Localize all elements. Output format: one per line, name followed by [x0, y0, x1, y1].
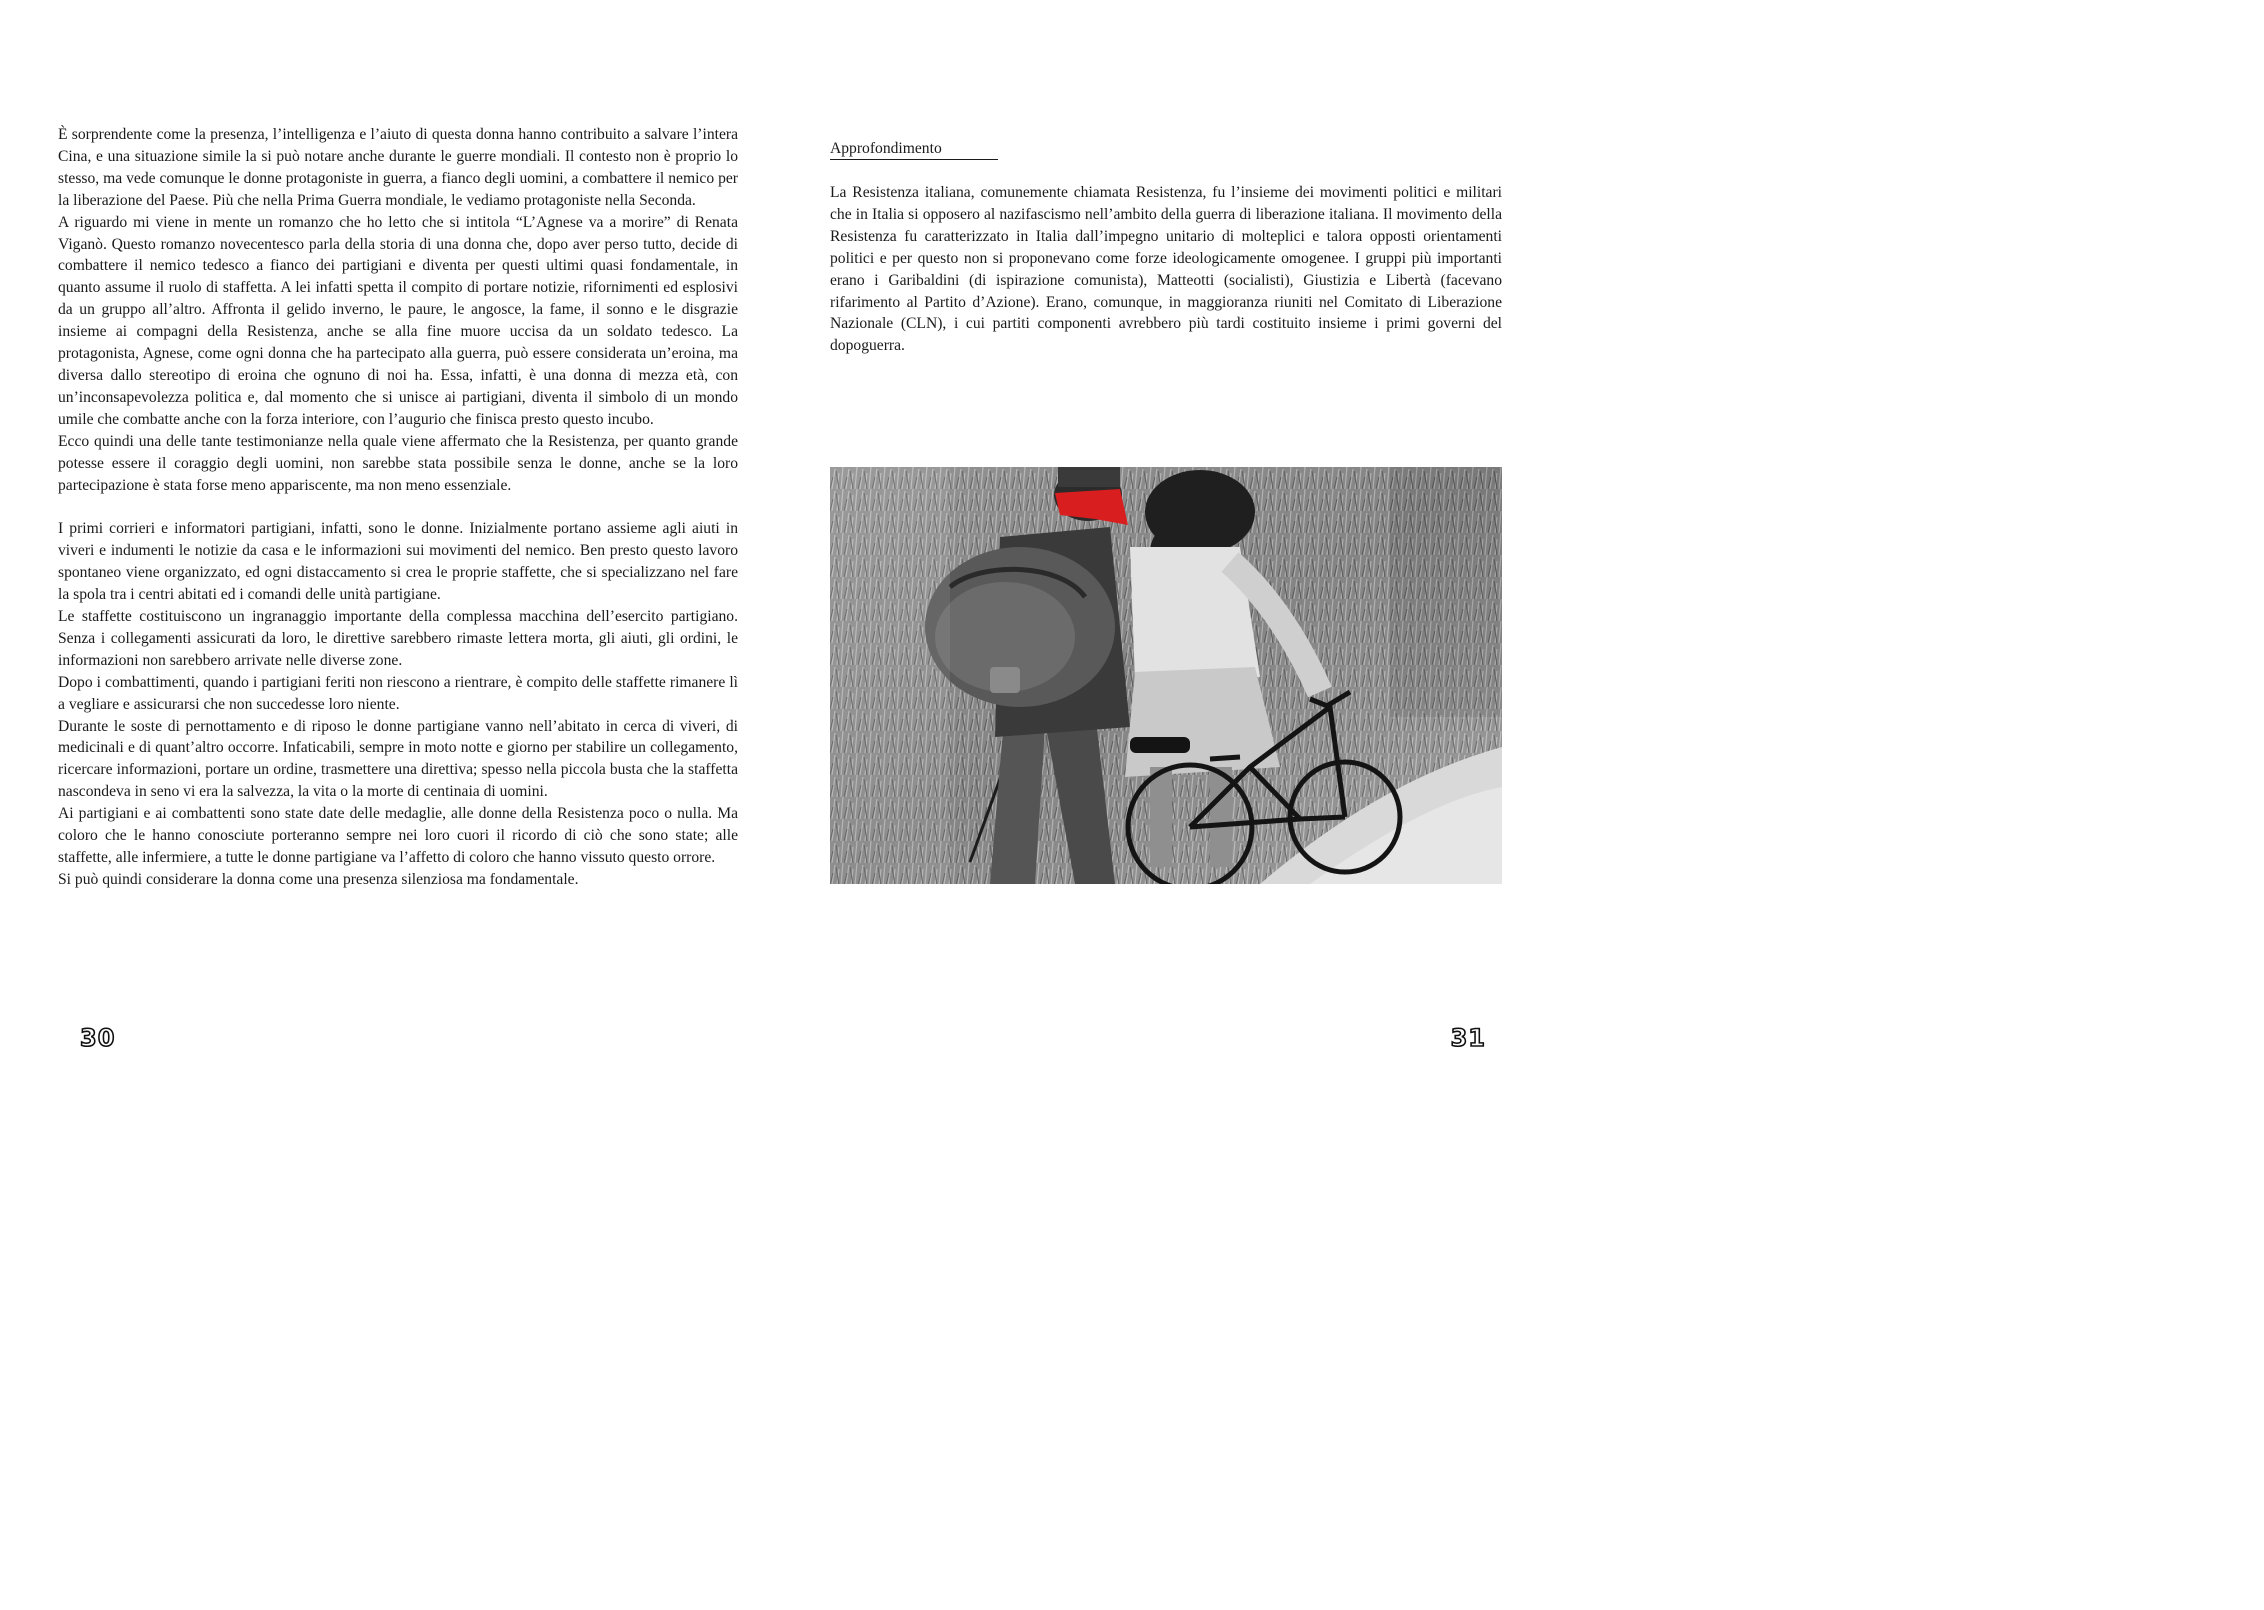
paragraph: Ai partigiani e ai combattenti sono state date delle medaglie, alle donne della Resistenza poco o nulla. Ma coloro che le hanno conosciute porteranno sempre nei loro cuori il ricordo di ciò che sono state; alle staffette, alle infermiere, a tutte le donne partigiane va l’affetto di coloro che hanno vissuto questo orrore.: [58, 805, 738, 866]
paragraph: Le staffette costituiscono un ingranaggio importante della complessa macchina dell’esercito partigiano. Senza i collegamenti assicurati da loro, le direttive sarebbero rimaste lettera morta, gli aiuti, gli ordini, le informazioni non sarebbero arrivate nelle diverse zone.: [58, 608, 738, 669]
paragraph: Ecco quindi una delle tante testimonianze nella quale viene affermato che la Resistenza, per quanto grande potesse essere il coraggio degli uomini, non sarebbe stata possibile senza le donne, anche se la loro partecipazione è stata forse meno appariscente, ma non meno essenziale.: [58, 432, 738, 494]
left-body-text: [58, 124, 738, 891]
partisan-couple-with-bicycle-photo: [830, 467, 1502, 884]
paragraph: Si può quindi considerare la donna come una presenza silenziosa ma fondamentale.: [58, 870, 579, 888]
paragraph: Dopo i combattimenti, quando i partigiani feriti non riescono a rientrare, è compito delle staffette rimanere lì a vegliare e assicurarsi che non succedesse loro niente.: [58, 673, 738, 713]
paragraph: I primi corrieri e informatori partigiani, infatti, sono le donne. Inizialmente portano assieme agli aiuti in viveri e indumenti le notizie da casa e le informazioni sui movimenti del nemico. Ben presto questo lavoro spontaneo viene organizzato, ed ogni distaccamento si crea le proprie staffette, che si specializzano nel fare la spola tra i centri abitati ed i comandi delle unità partigiane.: [58, 520, 738, 604]
left-page: [0, 0, 776, 1101]
section-title: Approfondimento: [830, 140, 942, 157]
page-number-left: 30: [80, 1024, 116, 1052]
paragraph: È sorprendente come la presenza, l’intelligenza e l’aiuto di questa donna hanno contribuito a salvare l’intera Cina, e una situazione simile la si può notare anche durante le guerre mondiali. Il contesto non è proprio lo stesso, ma vede comunque le donne protagoniste in guerra, a fianco degli uomini, a combattere il nemico per la liberazione del Paese. Più che nella Prima Guerra mondiale, le vediamo protagoniste nella Seconda.: [58, 126, 738, 209]
title-underline: [830, 159, 998, 160]
page-number-right: 31: [1450, 1024, 1486, 1052]
paragraph-gap: [58, 496, 738, 518]
paragraph: A riguardo mi viene in mente un romanzo che ho letto che si intitola “L’Agnese va a morire” di Renata Viganò. Questo romanzo novecentesco parla della storia di una donna che, dopo aver perso tutto, decide di combattere il nemico tedesco a fianco dei partigiani e diventa per questi ultimi quasi fondamentale, in quanto assume il ruolo di staffetta. A lei infatti spetta il compito di portare notizie, rifornimenti ed esplosivi da un gruppo all’altro. Affronta il gelido inverno, le paure, le angosce, la fame, il sonno e le disgrazie insieme ai compagni della Resistenza, anche se alla fine muore uccisa da un soldato tedesco. La protagonista, Agnese, come ogni donna che ha partecipato alla guerra, può essere considerata un’eroina, ma diversa dallo stereotipo di eroina che ognuno di noi ha. Essa, infatti, è una donna di mezza età, con un’inconsapevolezza politica e, dal momento che si unisce ai partigiani, diventa il simbolo di un mondo umile che combatte anche con la forza interiore, con l’augurio che finisca presto questo incubo.: [58, 213, 738, 428]
photo-illustration: [830, 467, 1502, 884]
right-body-text: La Resistenza italiana, comunemente chiamata Resistenza, fu l’insieme dei movimenti politici e militari che in Italia si opposero al nazifascismo nell’ambito della guerra di liberazione italiana. Il movimento della Resistenza fu caratterizzato in Italia dall’impegno unitario di molteplici e talora opposti orientamenti politici e per questo non si proponevano come forze ideologicamente omogenee. I gruppi più importanti erano i Garibaldini (di ispirazione comunista), Matteotti (socialisti), Giustizia e Libertà (facevano rifarimento al Partito d’Azione). Erano, comunque, in maggioranza riuniti nel Comitato di Liberazione Nazionale (CLN), i cui partiti componenti avrebbero più tardi costituito insieme i primi governi del dopoguerra.: [830, 184, 1502, 355]
paragraph: Durante le soste di pernottamento e di riposo le donne partigiane vanno nell’abitato in cerca di viveri, di medicinali e di quant’altro occorre. Infaticabili, sempre in moto notte e giorno per stabilire un collegamento, ricercare informazioni, portare un ordine, trasmettere una direttiva; spesso nella piccola busta che la staffetta nascondeva in seno vi era la salvezza, la vita o la morte di centinaia di uomini.: [58, 717, 738, 801]
right-page: [776, 0, 1552, 1101]
